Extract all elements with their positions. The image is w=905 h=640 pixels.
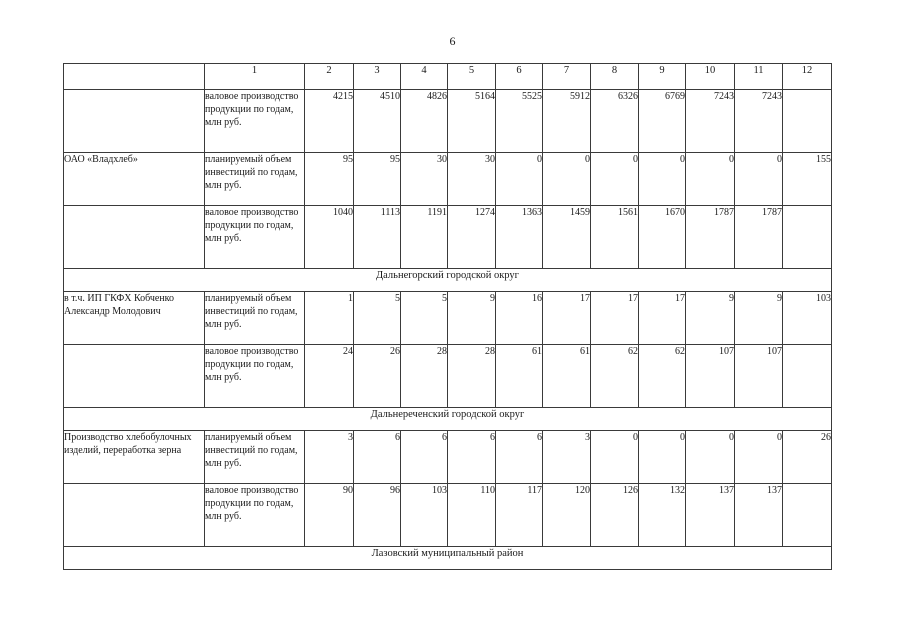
enterprise-name-cell <box>64 206 205 269</box>
value-cell: 137 <box>686 484 735 547</box>
enterprise-name-cell: в т.ч. ИП ГКФХ Кобченко Александр Молодович <box>64 292 205 345</box>
value-cell: 28 <box>448 345 496 408</box>
section-row <box>64 269 832 292</box>
header-cell: 12 <box>783 64 832 90</box>
value-cell: 1274 <box>448 206 496 269</box>
investment-table <box>63 63 832 570</box>
header-cell: 9 <box>639 64 686 90</box>
value-cell: 1787 <box>686 206 735 269</box>
value-cell: 120 <box>543 484 591 547</box>
value-cell: 5164 <box>448 90 496 153</box>
value-cell: 0 <box>735 153 783 206</box>
value-cell <box>783 90 832 153</box>
metric-label-cell: планируемый объем инвестиций по годам, млн руб. <box>205 292 305 345</box>
value-cell: 1191 <box>401 206 448 269</box>
metric-label-cell: планируемый объем инвестиций по годам, млн руб. <box>205 153 305 206</box>
metric-label-cell: валовое производство продукции по годам, млн руб. <box>205 90 305 153</box>
value-cell <box>783 206 832 269</box>
header-cell: 8 <box>591 64 639 90</box>
value-cell: 110 <box>448 484 496 547</box>
section-row <box>64 547 832 570</box>
section-row <box>64 408 832 431</box>
metric-label-cell: валовое производство продукции по годам, млн руб. <box>205 206 305 269</box>
value-cell: 0 <box>686 431 735 484</box>
header-cell: 11 <box>735 64 783 90</box>
value-cell: 103 <box>783 292 832 345</box>
value-cell: 1561 <box>591 206 639 269</box>
value-cell: 95 <box>305 153 354 206</box>
table-row <box>64 431 832 484</box>
value-cell: 0 <box>639 431 686 484</box>
table-row <box>64 153 832 206</box>
value-cell: 6 <box>401 431 448 484</box>
enterprise-name-cell <box>64 90 205 153</box>
header-cell: 2 <box>305 64 354 90</box>
value-cell: 4510 <box>354 90 401 153</box>
value-cell: 1040 <box>305 206 354 269</box>
value-cell: 4215 <box>305 90 354 153</box>
value-cell: 9 <box>448 292 496 345</box>
value-cell: 7243 <box>735 90 783 153</box>
value-cell <box>783 345 832 408</box>
value-cell: 132 <box>639 484 686 547</box>
value-cell: 95 <box>354 153 401 206</box>
value-cell: 6769 <box>639 90 686 153</box>
value-cell: 1363 <box>496 206 543 269</box>
value-cell: 90 <box>305 484 354 547</box>
metric-label-cell: планируемый объем инвестиций по годам, млн руб. <box>205 431 305 484</box>
value-cell: 155 <box>783 153 832 206</box>
value-cell: 16 <box>496 292 543 345</box>
header-cell: 5 <box>448 64 496 90</box>
section-title: Дальнегорский городской округ <box>64 269 832 292</box>
header-row <box>64 64 832 90</box>
enterprise-name-cell: Производство хлебобулочных изделий, переработка зерна <box>64 431 205 484</box>
value-cell: 1459 <box>543 206 591 269</box>
value-cell: 4826 <box>401 90 448 153</box>
header-cell: 1 <box>205 64 305 90</box>
table-row <box>64 90 832 153</box>
value-cell: 61 <box>496 345 543 408</box>
value-cell: 7243 <box>686 90 735 153</box>
value-cell: 3 <box>543 431 591 484</box>
value-cell: 0 <box>735 431 783 484</box>
value-cell: 9 <box>735 292 783 345</box>
value-cell: 61 <box>543 345 591 408</box>
value-cell: 0 <box>496 153 543 206</box>
header-cell: 6 <box>496 64 543 90</box>
value-cell: 5 <box>354 292 401 345</box>
value-cell: 24 <box>305 345 354 408</box>
page-number: 6 <box>449 34 456 48</box>
section-title: Дальнереченский городской округ <box>64 408 832 431</box>
enterprise-name-cell: ОАО «Владхлеб» <box>64 153 205 206</box>
value-cell: 9 <box>686 292 735 345</box>
value-cell: 1670 <box>639 206 686 269</box>
table-row <box>64 484 832 547</box>
value-cell: 17 <box>543 292 591 345</box>
value-cell: 30 <box>401 153 448 206</box>
value-cell: 5912 <box>543 90 591 153</box>
section-title: Лазовский муниципальный район <box>64 547 832 570</box>
table-row <box>64 206 832 269</box>
value-cell: 5 <box>401 292 448 345</box>
value-cell: 5525 <box>496 90 543 153</box>
value-cell: 26 <box>783 431 832 484</box>
value-cell: 1 <box>305 292 354 345</box>
value-cell: 6 <box>496 431 543 484</box>
metric-label-cell: валовое производство продукции по годам, млн руб. <box>205 345 305 408</box>
value-cell: 107 <box>735 345 783 408</box>
value-cell: 0 <box>543 153 591 206</box>
value-cell: 6 <box>354 431 401 484</box>
value-cell: 107 <box>686 345 735 408</box>
header-cell: 4 <box>401 64 448 90</box>
value-cell: 30 <box>448 153 496 206</box>
value-cell: 103 <box>401 484 448 547</box>
value-cell: 62 <box>591 345 639 408</box>
value-cell: 0 <box>686 153 735 206</box>
value-cell: 1787 <box>735 206 783 269</box>
value-cell: 117 <box>496 484 543 547</box>
value-cell: 0 <box>591 153 639 206</box>
value-cell: 6 <box>448 431 496 484</box>
value-cell: 1113 <box>354 206 401 269</box>
value-cell: 3 <box>305 431 354 484</box>
value-cell: 28 <box>401 345 448 408</box>
table-row <box>64 345 832 408</box>
header-cell <box>64 64 205 90</box>
metric-label-cell: валовое производство продукции по годам, млн руб. <box>205 484 305 547</box>
value-cell: 0 <box>591 431 639 484</box>
table-row <box>64 292 832 345</box>
value-cell: 17 <box>639 292 686 345</box>
header-cell: 10 <box>686 64 735 90</box>
header-cell: 3 <box>354 64 401 90</box>
table-body <box>64 64 832 570</box>
value-cell: 26 <box>354 345 401 408</box>
enterprise-name-cell <box>64 345 205 408</box>
value-cell: 126 <box>591 484 639 547</box>
value-cell: 137 <box>735 484 783 547</box>
enterprise-name-cell <box>64 484 205 547</box>
value-cell: 6326 <box>591 90 639 153</box>
value-cell <box>783 484 832 547</box>
value-cell: 17 <box>591 292 639 345</box>
header-cell: 7 <box>543 64 591 90</box>
value-cell: 0 <box>639 153 686 206</box>
value-cell: 62 <box>639 345 686 408</box>
value-cell: 96 <box>354 484 401 547</box>
